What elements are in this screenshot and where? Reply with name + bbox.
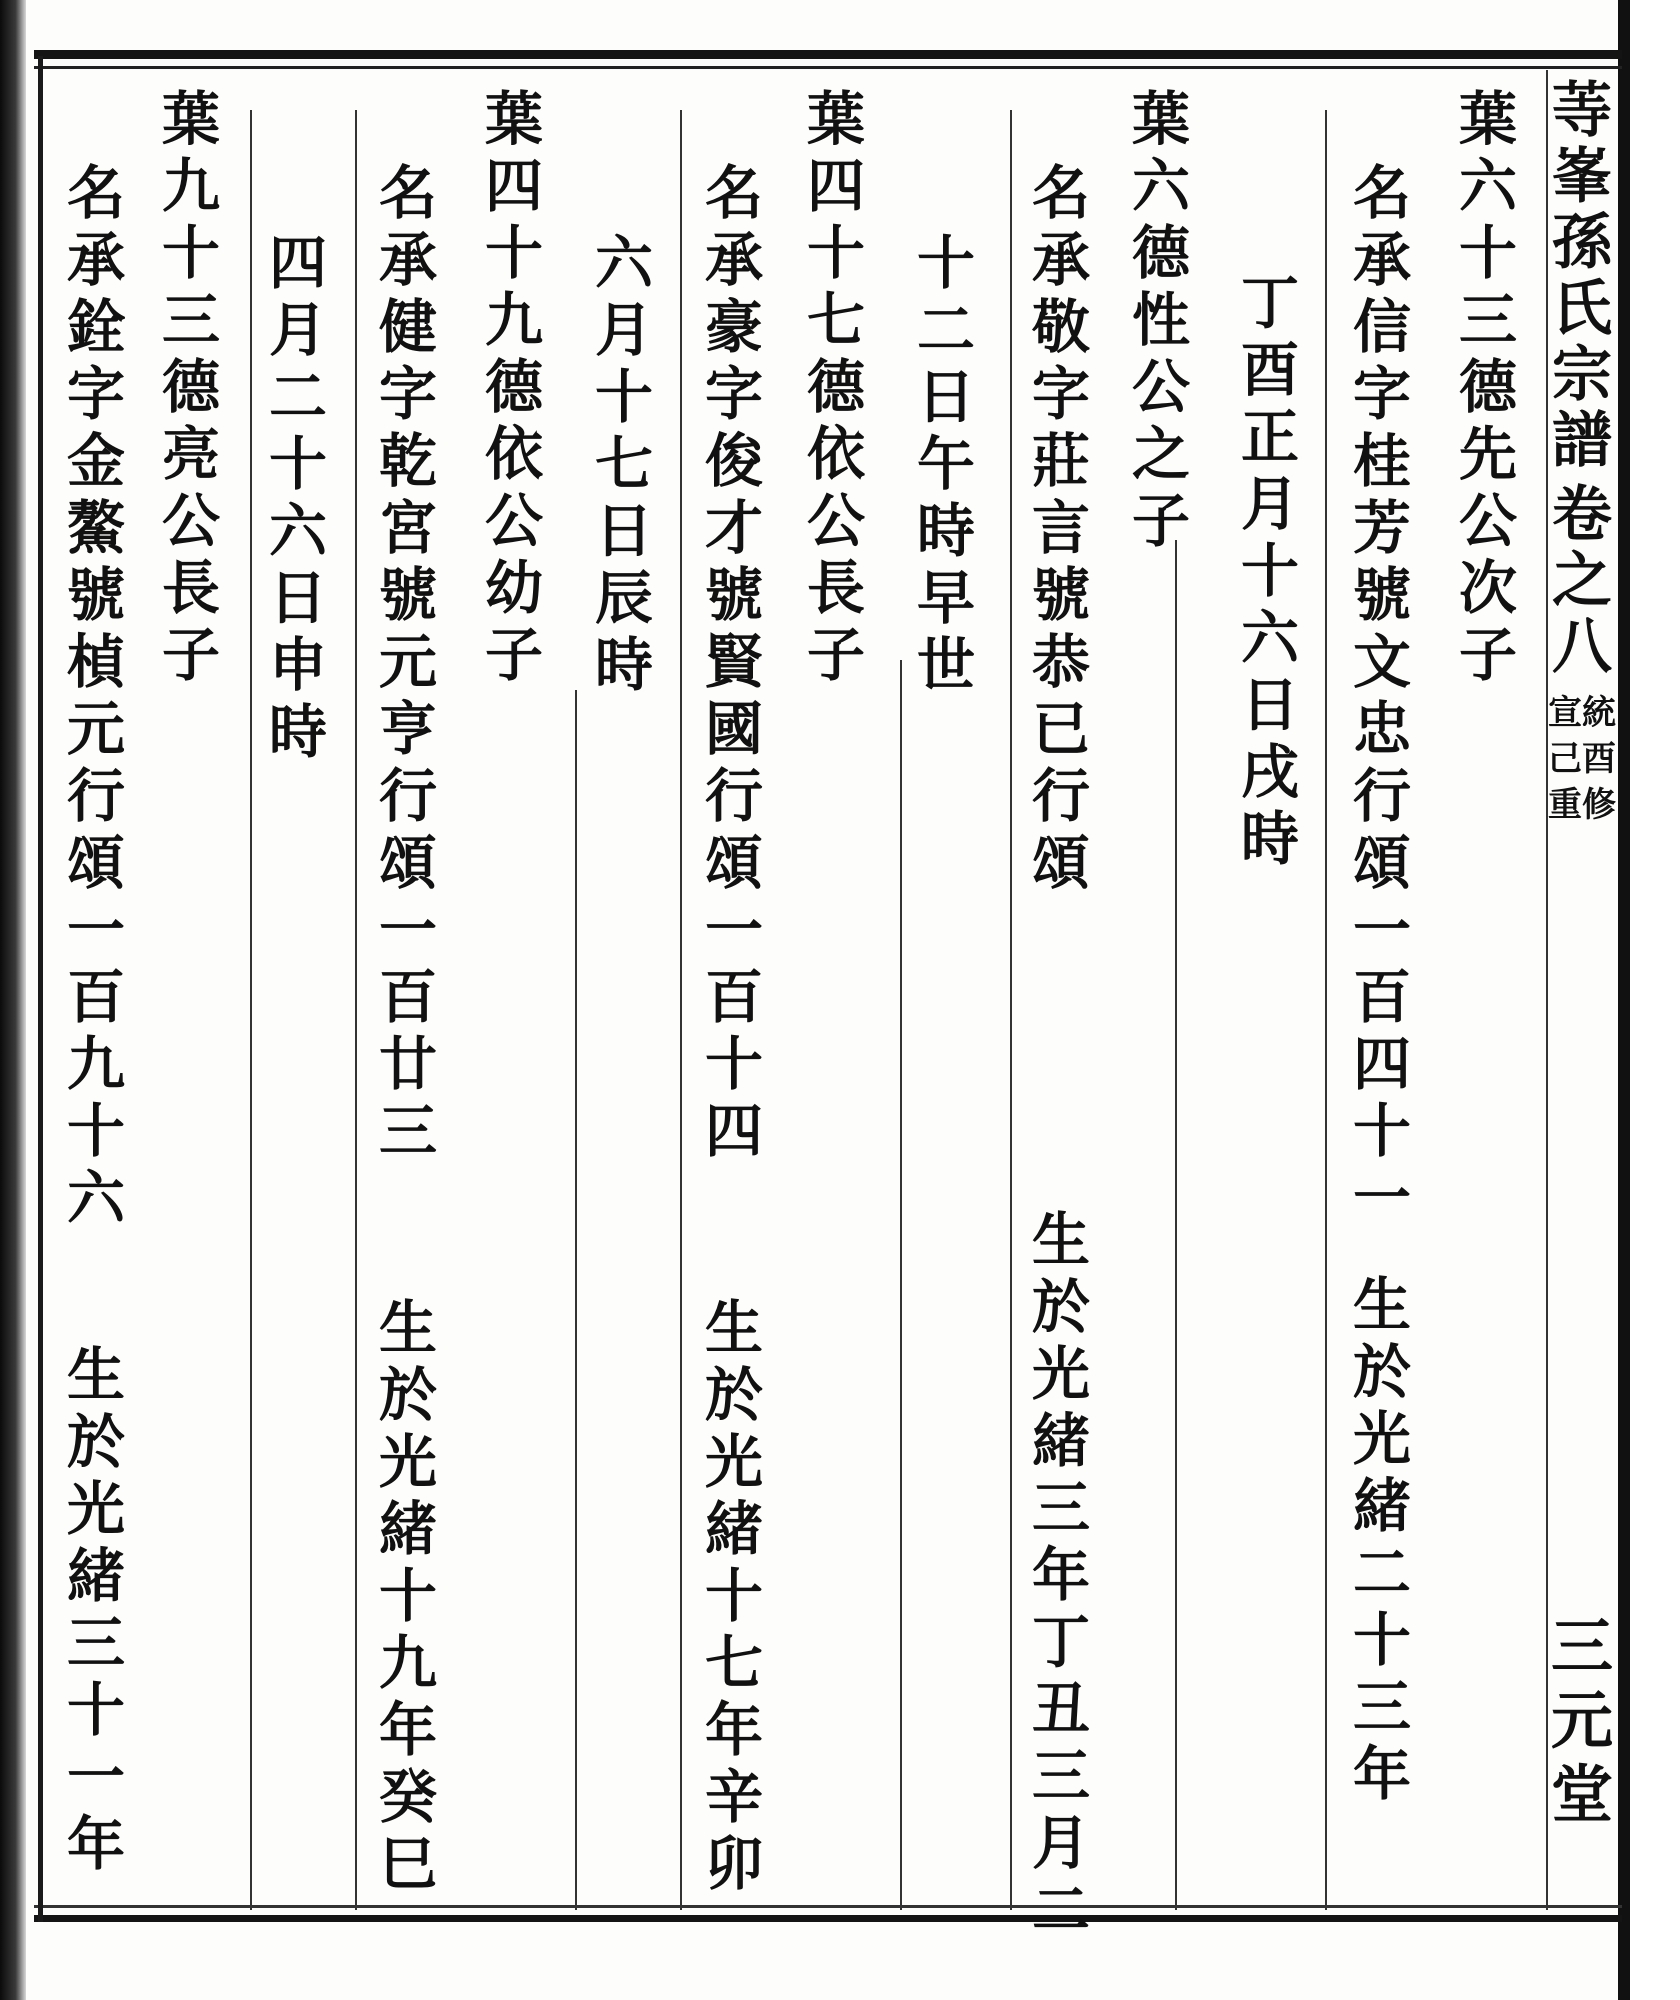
column-text: 四月二十六日申時: [268, 229, 327, 766]
left-frame-border: [38, 56, 43, 1922]
birth-text: 生於光緒三十一年: [66, 1341, 125, 1878]
entry-column: [1125, 86, 1197, 555]
bottom-frame-inner-border: [34, 1905, 1622, 1908]
column-rule: [900, 660, 902, 1910]
birth-text: 生於光緒二十三年: [1352, 1271, 1411, 1808]
column-text: 葉六德性公之子: [1131, 85, 1190, 555]
birth-text: 生於光緒三年丁丑三月二: [1031, 1206, 1090, 1944]
column-text: 名承敬字莊言號恭已行頌: [1031, 159, 1090, 897]
entry-column: [588, 230, 660, 699]
right-frame-rule: [1618, 0, 1630, 2000]
book-title-margin: [1546, 78, 1618, 828]
column-rule: [1010, 110, 1012, 1910]
column-text: 十二日午時早世: [916, 229, 975, 699]
column-rule: [1175, 540, 1177, 1910]
column-text: 名承健字乾宮號元亨行頌一百廿三: [378, 159, 437, 1165]
column-text: 丁酉正月十六日戌時: [1240, 269, 1299, 873]
birth-text: 生於光緒十七年辛卯: [704, 1294, 763, 1898]
entry-column: [1452, 86, 1524, 689]
column-text: 六月十七日辰時: [594, 229, 653, 699]
volume-number: 卷之八: [1552, 480, 1612, 682]
binding-shadow: [0, 0, 26, 2000]
entry-column: [478, 86, 550, 689]
entry-column: [698, 160, 770, 1898]
top-frame-inner-border: [34, 66, 1622, 69]
column-rule: [355, 110, 357, 1910]
bottom-frame-border: [34, 1915, 1622, 1922]
column-text: 名承信字桂芳號文忠行頌一百四十一: [1352, 159, 1411, 1232]
column-rule: [1325, 110, 1327, 1910]
edition-note: 宣統己酉重修: [1548, 693, 1616, 825]
entry-column: [155, 86, 227, 689]
entry-column: [1234, 270, 1306, 873]
top-frame-border: [34, 50, 1622, 59]
entry-column: [372, 160, 444, 1898]
entry-column: [800, 86, 872, 689]
column-text: 葉四十七德依公長子: [806, 85, 865, 689]
column-rule: [575, 690, 577, 1910]
column-text: 葉四十九德依公幼子: [484, 85, 543, 689]
book-title: 䓁峯孫氏宗譜: [1552, 76, 1612, 476]
column-text: 葉九十三德亮公長子: [161, 85, 220, 689]
entry-column: [262, 230, 334, 766]
entry-column: [1346, 160, 1418, 1808]
entry-column: [60, 160, 132, 1878]
birth-text: 生於光緒十九年癸巳: [378, 1294, 437, 1898]
entry-column: [1025, 160, 1097, 1944]
column-rule: [680, 110, 682, 1910]
column-text: 名承豪字俊才號賢國行頌一百十四: [704, 159, 763, 1165]
column-text: 名承銓字金鰲號楨元行頌一百九十六: [66, 159, 125, 1232]
entry-column: [910, 230, 982, 699]
column-text: 葉六十三德先公次子: [1458, 85, 1517, 689]
hall-name: 三元堂: [1550, 1610, 1613, 1831]
column-rule: [250, 110, 252, 1910]
